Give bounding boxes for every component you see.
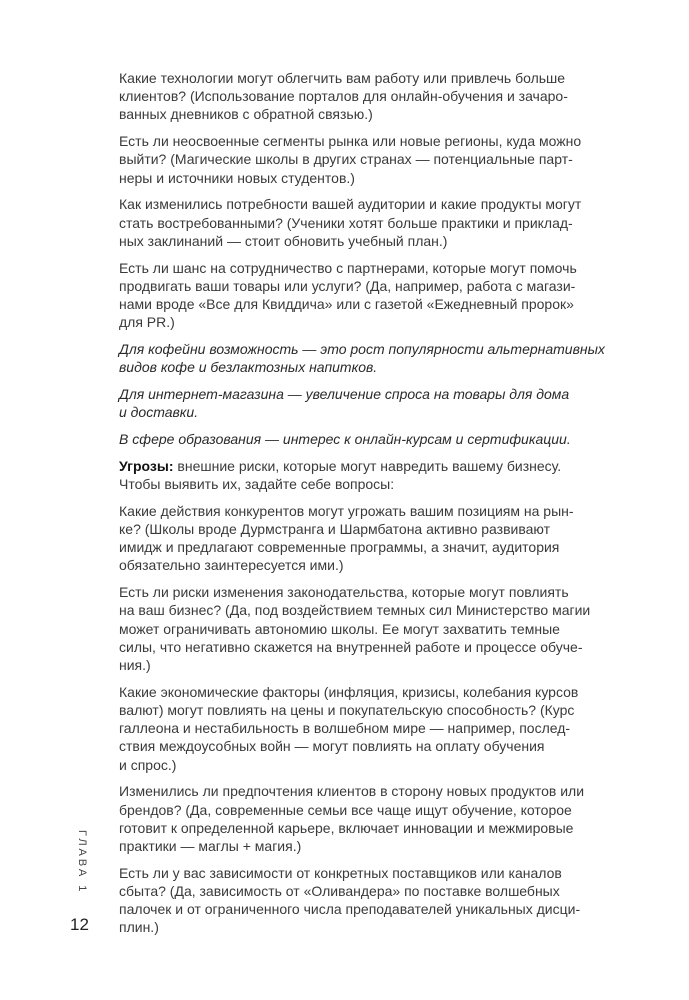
paragraph-line: нами вроде «Все для Квиддича» или с газетой «Ежедневный пророк»: [119, 296, 574, 313]
page-number: 12: [70, 915, 89, 934]
paragraph-line: неры и источники новых студентов.): [119, 169, 355, 186]
paragraph-line: стать востребованными? (Ученики хотят больше практики и приклад-: [119, 214, 573, 231]
paragraph-line: может ограничивать автономию школы. Ее могут захватить темные: [119, 620, 560, 637]
paragraph-line: и доставки.: [119, 404, 199, 421]
paragraph-line: Для кофейни возможность — это рост популярности альтернативных: [119, 341, 605, 358]
paragraph-line: ния.): [119, 657, 151, 674]
paragraph-line: плин.): [119, 919, 159, 936]
example-paragraph: [119, 340, 609, 376]
paragraph-line: ных заклинаний — стоит обновить учебный план.): [119, 232, 448, 249]
question-paragraph: [119, 132, 609, 187]
question-paragraph: [119, 864, 609, 937]
paragraph-line: [119, 457, 609, 475]
paragraph-line: имидж и предлагают современные программы, а значит, аудитория: [119, 539, 560, 556]
paragraph-line: продвигать ваши товары или услуги? (Да, например, работа с магази-: [119, 277, 576, 294]
question-paragraph: [119, 683, 609, 774]
paragraph-line: Изменились ли предпочтения клиентов в сторону новых продуктов или: [119, 783, 585, 800]
question-paragraph: [119, 259, 609, 332]
paragraph-line: Как изменились потребности вашей аудитории и какие продукты могут: [119, 196, 582, 213]
threats-questions: [119, 502, 609, 937]
paragraph-line: Есть ли неосвоенные сегменты рынка или новые регионы, куда можно: [119, 133, 582, 150]
question-paragraph: [119, 502, 609, 575]
paragraph-line: галлеона и нестабильность в волшебном мире — например, послед-: [119, 720, 571, 737]
paragraph-line: силы, что негативно скажется на внутренней работе и процессе обуче-: [119, 638, 583, 655]
paragraph-line: Есть ли у вас зависимости от конкретных поставщиков или каналов: [119, 864, 562, 881]
paragraph-line: Чтобы выявить их, задайте себе вопросы:: [119, 476, 395, 493]
paragraph-line: практики — маглы + магия.): [119, 838, 302, 855]
chapter-label: ГЛАВА 1: [76, 830, 88, 895]
paragraph-line: Есть ли шанс на сотрудничество с партнерами, которые могут помочь: [119, 259, 577, 276]
paragraph-line: ствия междоусобных войн — могут повлиять на оплату обучения: [119, 738, 545, 755]
threats-label: Угрозы:: [119, 457, 174, 474]
paragraph-line: ке? (Школы вроде Дурмстранга и Шармбатона активно развивают: [119, 521, 551, 538]
paragraph-line: Для интернет-магазина — увеличение спроса на товары для дома: [119, 386, 570, 403]
paragraph-line: валют) могут повлиять на цены и покупательскую способность? (Курс: [119, 702, 575, 719]
paragraph-line: видов кофе и безлактозных напитков.: [119, 359, 378, 376]
paragraph-line: сбыта? (Да, зависимость от «Оливандера» по поставке волшебных: [119, 883, 560, 900]
page-body: [119, 69, 609, 945]
paragraph-line: Есть ли риски изменения законодательства, которые могут повлиять: [119, 584, 569, 601]
opportunities-questions: [119, 69, 609, 448]
paragraph-line: ванных дневников с обратной связью.): [119, 106, 373, 123]
paragraph-line: Какие экономические факторы (инфляция, кризисы, колебания курсов: [119, 683, 579, 700]
paragraph-line: палочек и от ограниченного числа преподавателей уникальных дисци-: [119, 901, 581, 918]
question-paragraph: [119, 69, 609, 124]
paragraph-line: и спрос.): [119, 756, 177, 773]
question-paragraph: [119, 583, 609, 674]
paragraph-line: на ваш бизнес? (Да, под воздействием темных сил Министерство магии: [119, 602, 591, 619]
paragraph-line: брендов? (Да, современные семьи все чаще ищут обучение, которое: [119, 801, 572, 818]
paragraph-line: В сфере образования — интерес к онлайн-курсам и сертификации.: [119, 431, 571, 448]
paragraph-line: обязательно заинтересуется ими.): [119, 557, 344, 574]
paragraph-line: для PR.): [119, 314, 175, 331]
threats-paragraph: [119, 457, 609, 493]
example-paragraph: [119, 430, 609, 448]
question-paragraph: [119, 195, 609, 250]
paragraph-line: выйти? (Магические школы в других странах — потенциальные парт-: [119, 151, 573, 168]
paragraph-line: готовит к определенной карьере, включает инновации и межмировые: [119, 819, 574, 836]
question-paragraph: [119, 782, 609, 855]
paragraph-line: Какие действия конкурентов могут угрожать вашим позициям на рын-: [119, 502, 574, 519]
paragraph-line: Какие технологии могут облегчить вам работу или привлечь больше: [119, 70, 566, 86]
example-paragraph: [119, 385, 609, 421]
paragraph-line: клиентов? (Использование порталов для онлайн-обучения и зачаро-: [119, 88, 568, 105]
threats-text: внешние риски, которые могут навредить вашему бизнесу.: [173, 457, 562, 474]
